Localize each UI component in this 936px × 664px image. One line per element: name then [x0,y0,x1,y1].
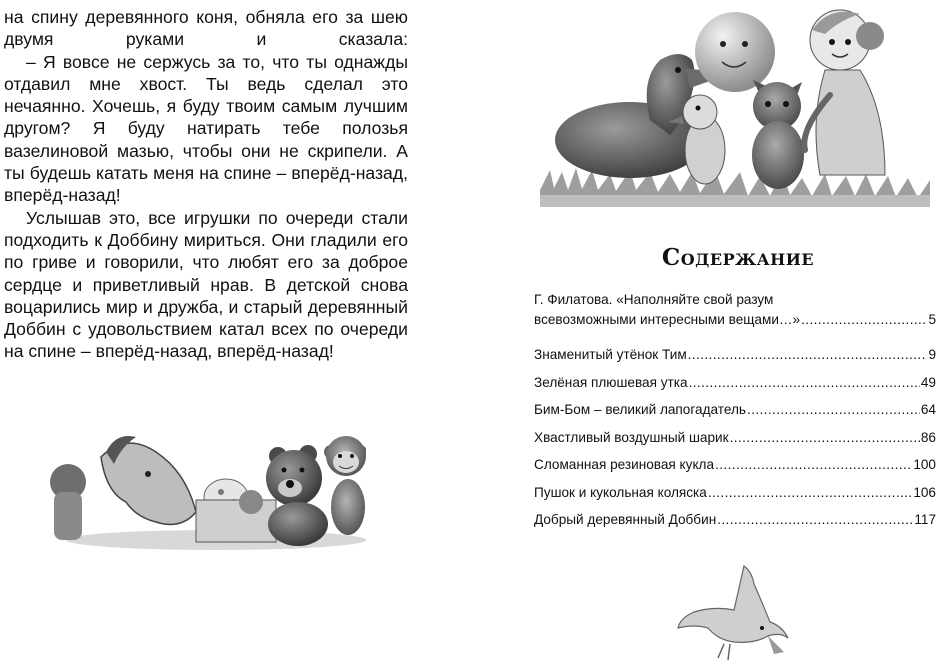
toc-entry[interactable] [534,341,936,369]
toc-entry-title: Сломанная резиновая кукла [534,457,715,472]
toc-entry-intro[interactable] [534,290,936,330]
toc-entry-page: 100 [913,457,936,472]
toc-leader-dots [730,424,920,452]
toc-leader-dots [801,310,927,330]
toc-title: Содержание [661,244,815,271]
toc-leader-dots [708,479,912,507]
toc-entry-title: Добрый деревянный Доббин [534,512,717,527]
story-paragraph-3: Услышав это, все игрушки по очереди стали подходить к Доббину мириться. Они гладили его по гриве и говорили, что любят его за доброе сердце и приветливый нрав. В детской снова воцарились мир и дружба, и старый деревянный Доббин с удовольствием катал всех по очереди на спине – вперёд-назад, вперёд-назад! [4,207,408,362]
toc-entry-title: Хвастливый воздушный шарик [534,429,729,445]
toc-entry-title: Зелёная плюшевая утка [534,374,688,390]
story-paragraph-1: на спину деревянного коня, обняла его за шею двумя руками и сказала: [4,7,408,50]
falling-duck-illustration [674,562,794,662]
toys-illustration [46,412,366,552]
toc-leader-dots [715,451,912,479]
toc-entry[interactable] [534,451,936,479]
story-text [4,6,408,363]
toc-entry-title: Знаменитый утёнок Тим [534,347,687,362]
toc-entry-page: 64 [920,402,936,417]
toc-entry-page: 9 [928,347,936,362]
toys-on-grass-illustration [540,0,930,212]
toc-entry-page: 5 [928,312,936,327]
toc-entry[interactable] [534,396,936,424]
toc-entry-title: Пушок и кукольная коляска [534,484,707,500]
table-of-contents [534,290,936,534]
toc-entry-intro-line1: Г. Филатова. «Наполняйте свой разум [534,292,774,307]
toc-leader-dots [689,369,920,397]
toc-entry-page: 117 [914,512,936,527]
toc-entry-page: 49 [920,374,936,390]
toc-entry[interactable] [534,369,936,397]
toc-entry[interactable] [534,506,936,534]
toc-leader-dots [747,396,920,424]
toc-entry[interactable] [534,479,936,507]
toc-entry[interactable] [534,424,936,452]
toc-entry-intro-line2: всевозможными интересными вещами…» [534,312,801,327]
toc-leader-dots [688,341,928,369]
story-paragraph-2: – Я вовсе не сержусь за то, что ты однажды отдавил мне хвост. Ты ведь сделал это нечаянно. Хочешь, я буду твоим самым лучшим другом? Я буду натирать тебе полозья вазелиновой мазью, чтобы они не скрипели. А ты будешь катать меня на спине – вперёд-назад, вперёд-назад! [4,51,408,206]
toc-leader-dots [717,506,913,534]
toc-entry-page: 106 [913,484,936,500]
right-page [468,0,936,664]
toc-entry-page: 86 [920,429,936,445]
toc-entry-title: Бим-Бом – великий лапогадатель [534,402,746,417]
